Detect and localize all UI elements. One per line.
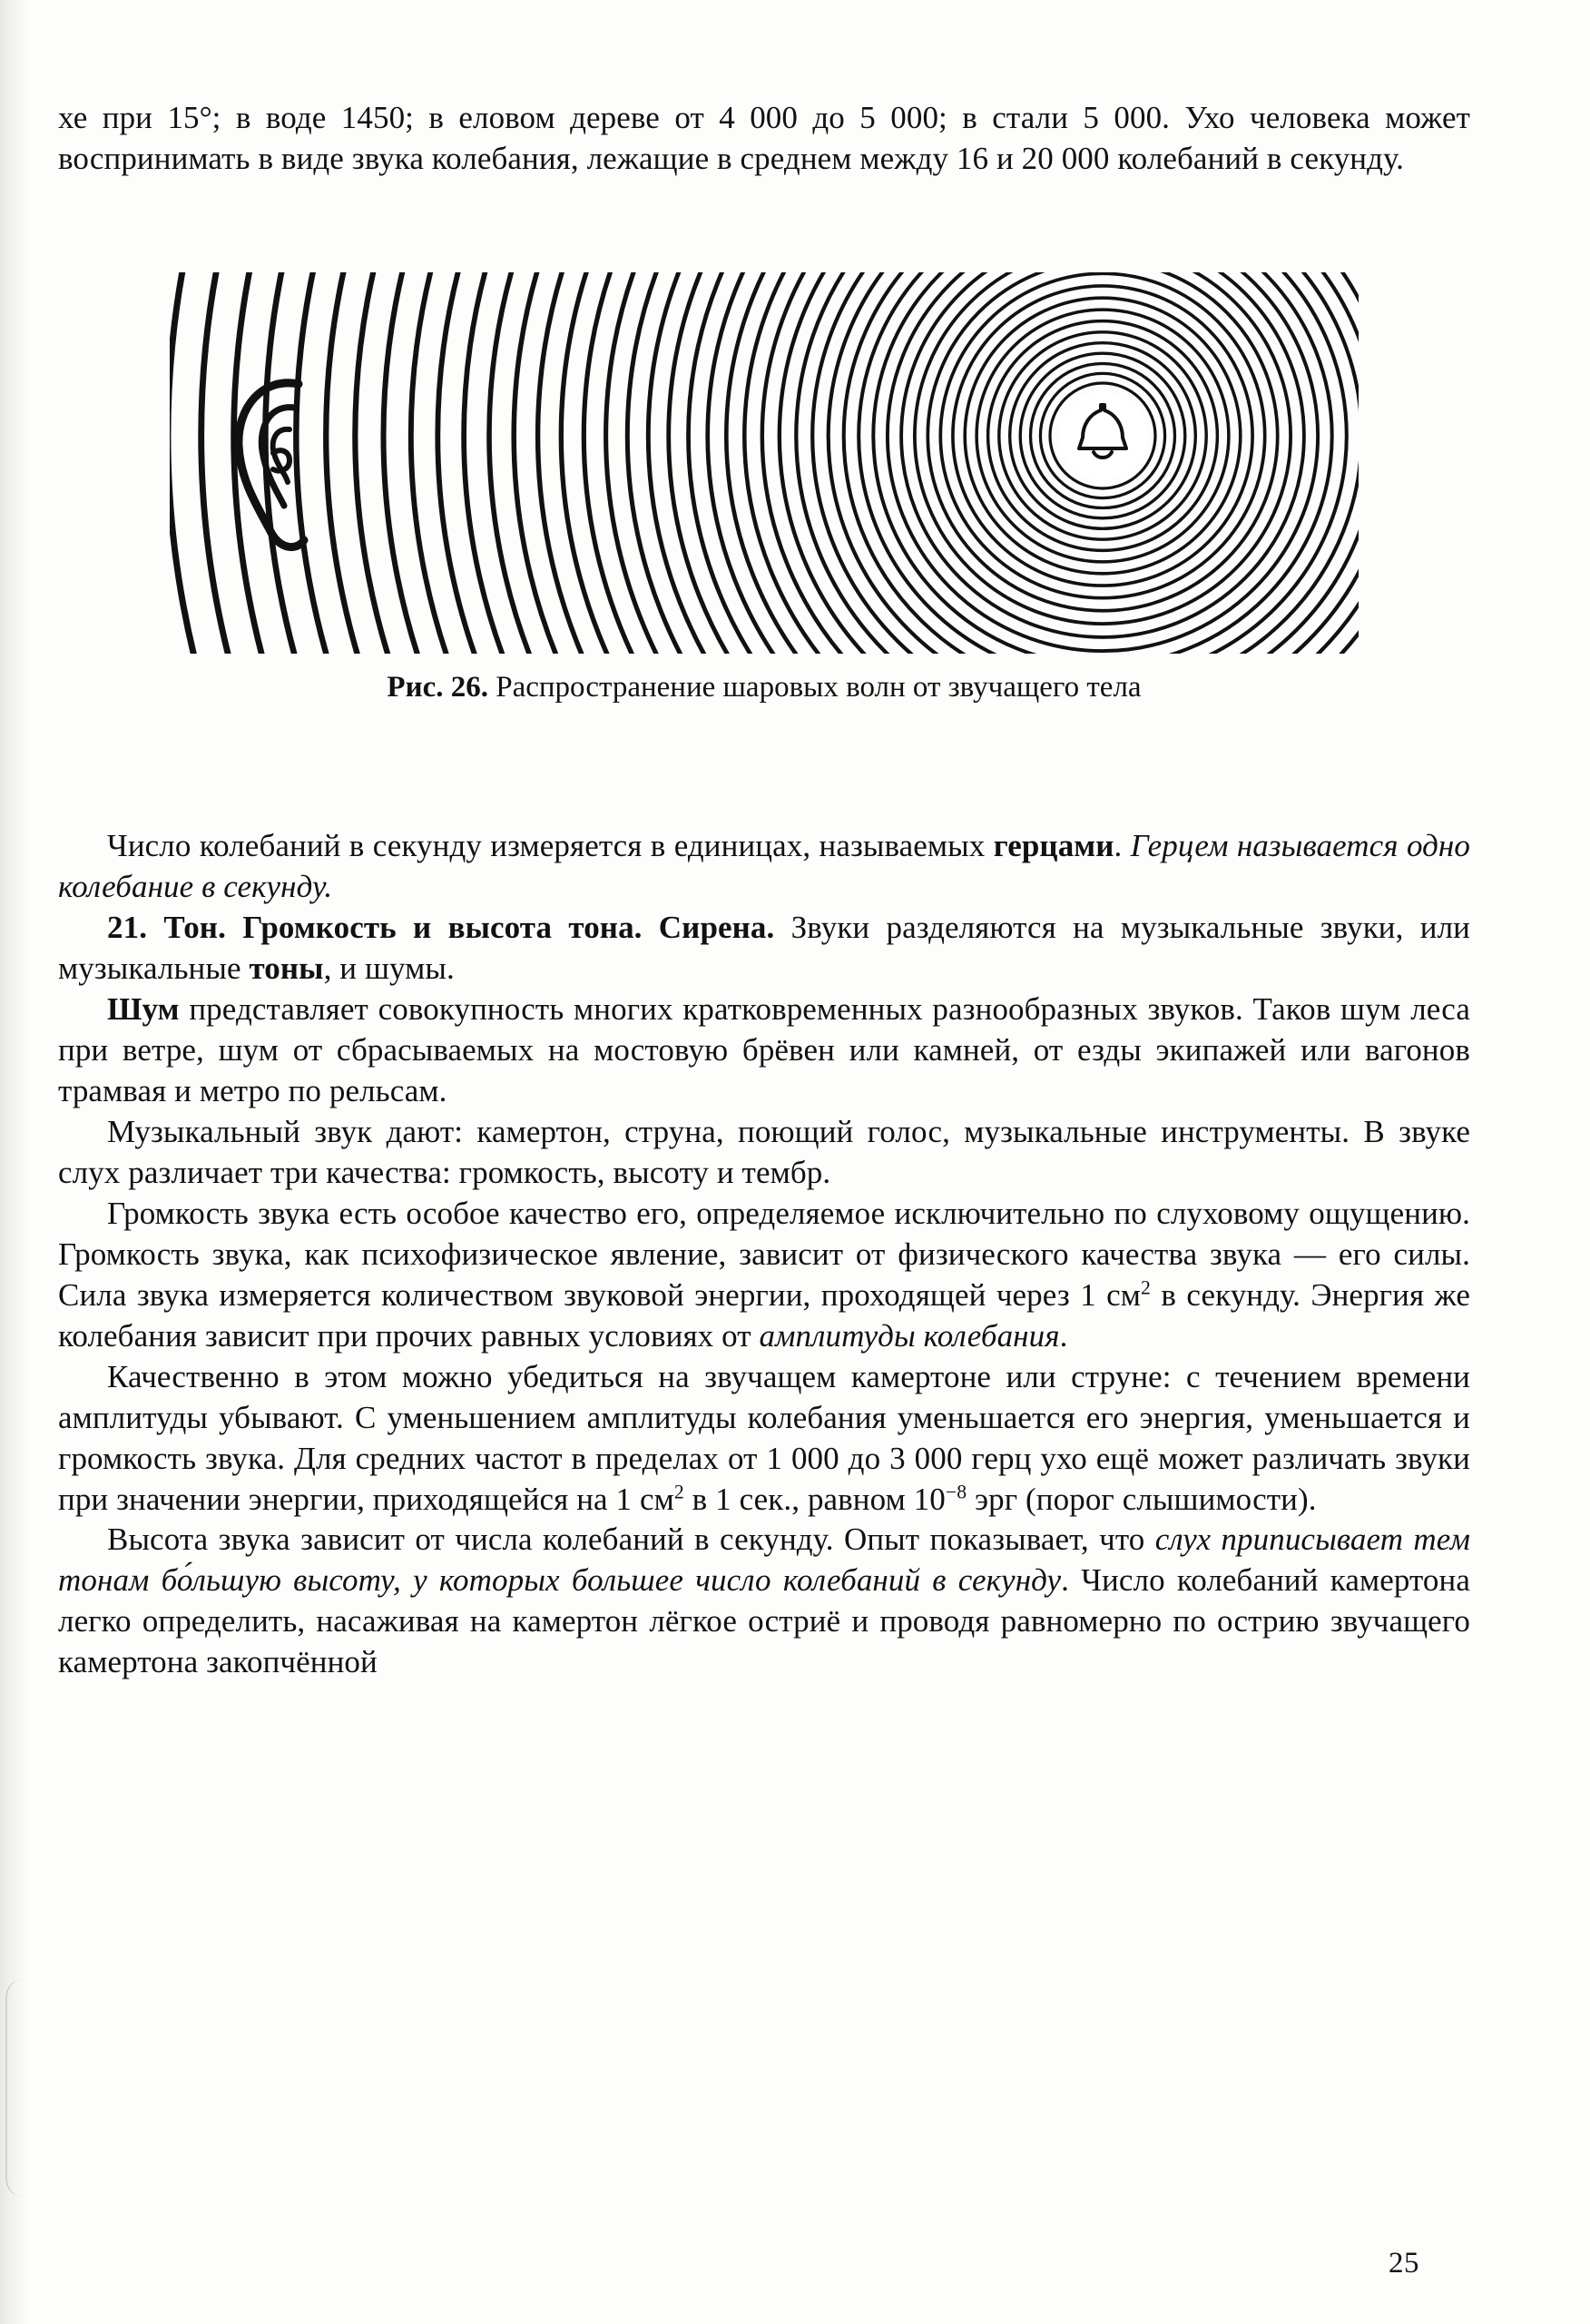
figure-caption-text: Распространение шаровых волн от звучащего тела [488, 671, 1142, 704]
page-content [58, 0, 1470, 2324]
page-edge-mark [5, 1979, 24, 2197]
paragraph-amplitude-decay: Качественно в этом можно убедиться на звучащем камертоне или струне: с течением времени амплитуды убывают. С уменьшением амплитуды колебания уменьшается его энергия, уменьшается и громкость звука. Для средних частот в пределах от 1 000 до 3 000 герц ухо ещё может различать звуки при значении энергии, приходящейся на 1 $см^2$ в 1 сек., равном $10^{-8}$ эрг (порог слышимости). [58, 1358, 1470, 1517]
bell-icon [1059, 392, 1146, 479]
paragraph-pitch: Высота звука зависит от числа колебаний в секунду. Опыт показывает, что слух приписывает тем тонам бо́льшую высоту, у которых большее число колебаний в секунду. Число колебаний камертона легко определить, насаживая на камертон лёгкое остриё и проводя равномерно по острию звучащего камертона закопчённой [58, 1521, 1471, 1680]
spherical-waves-illustration [170, 272, 1359, 654]
body-text-block [58, 826, 1470, 1683]
top-text-block [58, 98, 1470, 180]
figure-number: Рис. 26. [387, 671, 488, 704]
paragraph-loudness: Громкость звука есть особое качество его, определяемое исключительно по слуховому ощущению. Громкость звука, как психофизическое явление, зависит от физического качества звука — его силы. Сила звука измеряется количеством звуковой энергии, проходящей через 1 $см^2$ в секунду. Энергия же колебания зависит при прочих равных условиях от амплитуды колебания. [58, 1195, 1471, 1354]
page-number: 25 [1389, 2247, 1419, 2280]
paragraph-hertz: Число колебаний в секунду измеряется в единицах, называемых герцами. Герцем называется одно колебание в секунду. [58, 828, 1470, 904]
figure-caption [58, 670, 1470, 706]
paragraph-sound-speeds: хе при 15°; в воде 1450; в еловом дереве от 4 000 до 5 000; в стали 5 000. Ухо человека может воспринимать в виде звука колебания, лежащие в среднем между 16 и 20 000 колебаний в секунду. [58, 100, 1470, 176]
paragraph-musical-sound: Музыкальный звук дают: камертон, струна, поющий голос, музыкальные инструменты. В звуке слух различает три качества: громкость, высоту и тембр. [58, 1113, 1470, 1190]
paragraph-section-21: 21. Тон. Громкость и высота тона. Сирена. Звуки разделяются на музыкальные звуки, или музыкальные тоны, и шумы. [58, 909, 1470, 986]
concentric-wave-rings [170, 272, 1359, 654]
figure-26-canvas [170, 272, 1359, 654]
figure-26 [58, 272, 1470, 706]
page-gutter-shading [0, 0, 31, 2324]
paragraph-noise: Шум представляет совокупность многих кратковременных разнообразных звуков. Таков шум леса при ветре, шум от сбрасываемых на мостовую брёвен или камней, от езды экипажей или вагонов трамвая и метро по рельсам. [58, 990, 1470, 1108]
